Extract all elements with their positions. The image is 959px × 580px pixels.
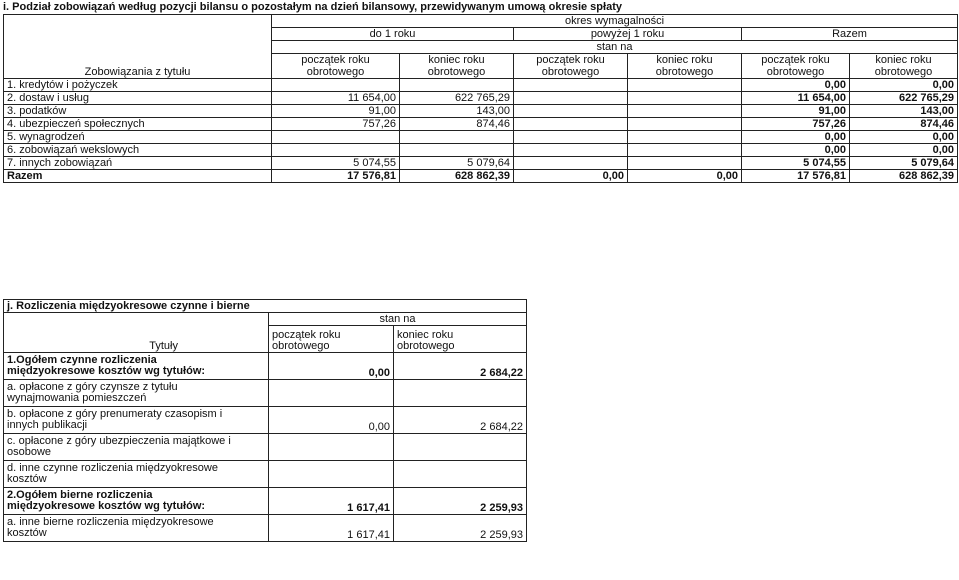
- accruals-table: [3, 299, 527, 542]
- cell-value: 2 259,93: [394, 514, 527, 541]
- row-label-line1: c. opłacone z góry ubezpieczenia majątkowe i: [7, 434, 231, 447]
- cell-value: 5 074,55: [272, 157, 400, 170]
- row-label: 2. dostaw i usług: [4, 92, 272, 105]
- table-row: [4, 460, 527, 487]
- cell-value: 628 862,39: [850, 170, 958, 183]
- cell-value: [514, 157, 628, 170]
- row-label-line2: osobowe: [7, 445, 52, 458]
- cell-value: [514, 92, 628, 105]
- cell-value: 17 576,81: [272, 170, 400, 183]
- cell-value: 622 765,29: [400, 92, 514, 105]
- cell-value: [269, 433, 394, 460]
- cell-value: [394, 433, 527, 460]
- cell-value: [269, 460, 394, 487]
- cell-value: 1 617,41: [269, 514, 394, 541]
- col-end-label-2: obrotowego: [400, 66, 514, 79]
- row-label: Razem: [4, 170, 272, 183]
- row-label-line2: międzyokresowe kosztów wg tytułów:: [7, 499, 206, 512]
- cell-value: 874,46: [400, 118, 514, 131]
- table-row: [4, 352, 527, 379]
- row-label-line1: 1.Ogółem czynne rozliczenia: [7, 353, 157, 366]
- cell-value: [394, 379, 527, 406]
- cell-value: 11 654,00: [272, 92, 400, 105]
- table-row: [4, 379, 527, 406]
- cell-value: [269, 379, 394, 406]
- cell-value: 91,00: [742, 105, 850, 118]
- col-end-label-2: obrotowego: [850, 66, 958, 79]
- row-label: 1. kredytów i pożyczek: [4, 79, 272, 92]
- row-label-line2: innych publikacji: [7, 418, 88, 431]
- cell-value: 757,26: [272, 118, 400, 131]
- cell-value: [400, 131, 514, 144]
- col-start-label: początek roku: [742, 54, 850, 67]
- col-start-label-2: obrotowego: [272, 339, 330, 352]
- row-label-line2: międzyokresowe kosztów wg tytułów:: [7, 364, 206, 377]
- cell-value: [400, 79, 514, 92]
- col-end-label: koniec roku: [397, 328, 454, 341]
- cell-value: [272, 131, 400, 144]
- cell-value: 2 259,93: [394, 487, 527, 514]
- cell-value: [272, 144, 400, 157]
- table-row: [4, 144, 958, 157]
- cell-value: 0,00: [269, 406, 394, 433]
- col-start-label: początek roku: [514, 54, 628, 67]
- row-label: 5. wynagrodzeń: [4, 131, 272, 144]
- col-end-label-2: obrotowego: [397, 339, 455, 352]
- row-label-line2: kosztów: [7, 526, 47, 539]
- period-header: okres wymagalności: [272, 15, 958, 28]
- cell-value: [628, 79, 742, 92]
- cell-value: [628, 144, 742, 157]
- col-start-label: początek roku: [272, 54, 400, 67]
- row-label-line1: a. inne bierne rozliczenia międzyokresowe: [7, 515, 214, 528]
- cell-value: 622 765,29: [850, 92, 958, 105]
- cell-value: [628, 92, 742, 105]
- col-start-label: początek roku: [272, 328, 341, 341]
- cell-value: [514, 105, 628, 118]
- row-label: 7. innych zobowiązań: [4, 157, 272, 170]
- label-header: Tytuły: [4, 326, 269, 353]
- cell-value: [400, 144, 514, 157]
- cell-value: 5 079,64: [400, 157, 514, 170]
- cell-value: 874,46: [850, 118, 958, 131]
- cell-value: 0,00: [742, 131, 850, 144]
- group-total: Razem: [742, 28, 958, 41]
- row-label-line1: a. opłacone z góry czynsze z tytułu: [7, 380, 178, 393]
- group-over-1-year: powyżej 1 roku: [514, 28, 742, 41]
- col-end-label: koniec roku: [628, 54, 742, 67]
- col-end-label: koniec roku: [400, 54, 514, 67]
- row-label-line1: d. inne czynne rozliczenia międzyokresowe: [7, 461, 218, 474]
- table-row: [4, 487, 527, 514]
- section-j-title: j. Rozliczenia międzyokresowe czynne i bierne: [4, 300, 527, 313]
- cell-value: 0,00: [850, 79, 958, 92]
- stan-na-label: stan na: [272, 41, 958, 54]
- row-label: 3. podatków: [4, 105, 272, 118]
- cell-value: 11 654,00: [742, 92, 850, 105]
- cell-value: 0,00: [850, 144, 958, 157]
- cell-value: [272, 79, 400, 92]
- total-row: [4, 170, 958, 183]
- cell-value: 0,00: [742, 79, 850, 92]
- cell-value: 0,00: [514, 170, 628, 183]
- row-label-line2: kosztów: [7, 472, 47, 485]
- row-label: 6. zobowiązań wekslowych: [4, 144, 272, 157]
- col-start-label-2: obrotowego: [272, 66, 400, 79]
- table-row: [4, 79, 958, 92]
- cell-value: 143,00: [850, 105, 958, 118]
- cell-value: 757,26: [742, 118, 850, 131]
- row-label-line1: b. opłacone z góry prenumeraty czasopism i: [7, 407, 223, 420]
- cell-value: [628, 105, 742, 118]
- cell-value: 17 576,81: [742, 170, 850, 183]
- table-row: [4, 92, 958, 105]
- table-row: [4, 514, 527, 541]
- cell-value: 91,00: [272, 105, 400, 118]
- cell-value: 2 684,22: [394, 352, 527, 379]
- label-header: Zobowiązania z tytułu: [4, 66, 272, 79]
- table-row: [4, 131, 958, 144]
- cell-value: 0,00: [850, 131, 958, 144]
- cell-value: 143,00: [400, 105, 514, 118]
- row-label-line1: 2.Ogółem bierne rozliczenia: [7, 488, 153, 501]
- col-end-label: koniec roku: [850, 54, 958, 67]
- cell-value: [394, 460, 527, 487]
- cell-value: 0,00: [269, 352, 394, 379]
- cell-value: [514, 79, 628, 92]
- row-label-line2: wynajmowania pomieszczeń: [7, 391, 147, 404]
- cell-value: 5 079,64: [850, 157, 958, 170]
- cell-value: 0,00: [742, 144, 850, 157]
- table-row: [4, 433, 527, 460]
- cell-value: 628 862,39: [400, 170, 514, 183]
- cell-value: [628, 131, 742, 144]
- stan-na-label: stan na: [269, 313, 527, 326]
- table-row: [4, 157, 958, 170]
- cell-value: [628, 118, 742, 131]
- group-up-to-1-year: do 1 roku: [272, 28, 514, 41]
- liabilities-table: [3, 14, 958, 183]
- cell-value: [628, 157, 742, 170]
- cell-value: 0,00: [628, 170, 742, 183]
- cell-value: [514, 118, 628, 131]
- section-i-title: i. Podział zobowiązań według pozycji bilansu o pozostałym na dzień bilansowy, przewidywanym umową okresie spłaty: [3, 1, 622, 13]
- table-row: [4, 406, 527, 433]
- col-start-label-2: obrotowego: [514, 66, 628, 79]
- table-row: [4, 118, 958, 131]
- col-start-label-2: obrotowego: [742, 66, 850, 79]
- cell-value: 2 684,22: [394, 406, 527, 433]
- cell-value: 1 617,41: [269, 487, 394, 514]
- cell-value: 5 074,55: [742, 157, 850, 170]
- cell-value: [514, 144, 628, 157]
- col-end-label-2: obrotowego: [628, 66, 742, 79]
- row-label: 4. ubezpieczeń społecznych: [4, 118, 272, 131]
- table-row: [4, 105, 958, 118]
- cell-value: [514, 131, 628, 144]
